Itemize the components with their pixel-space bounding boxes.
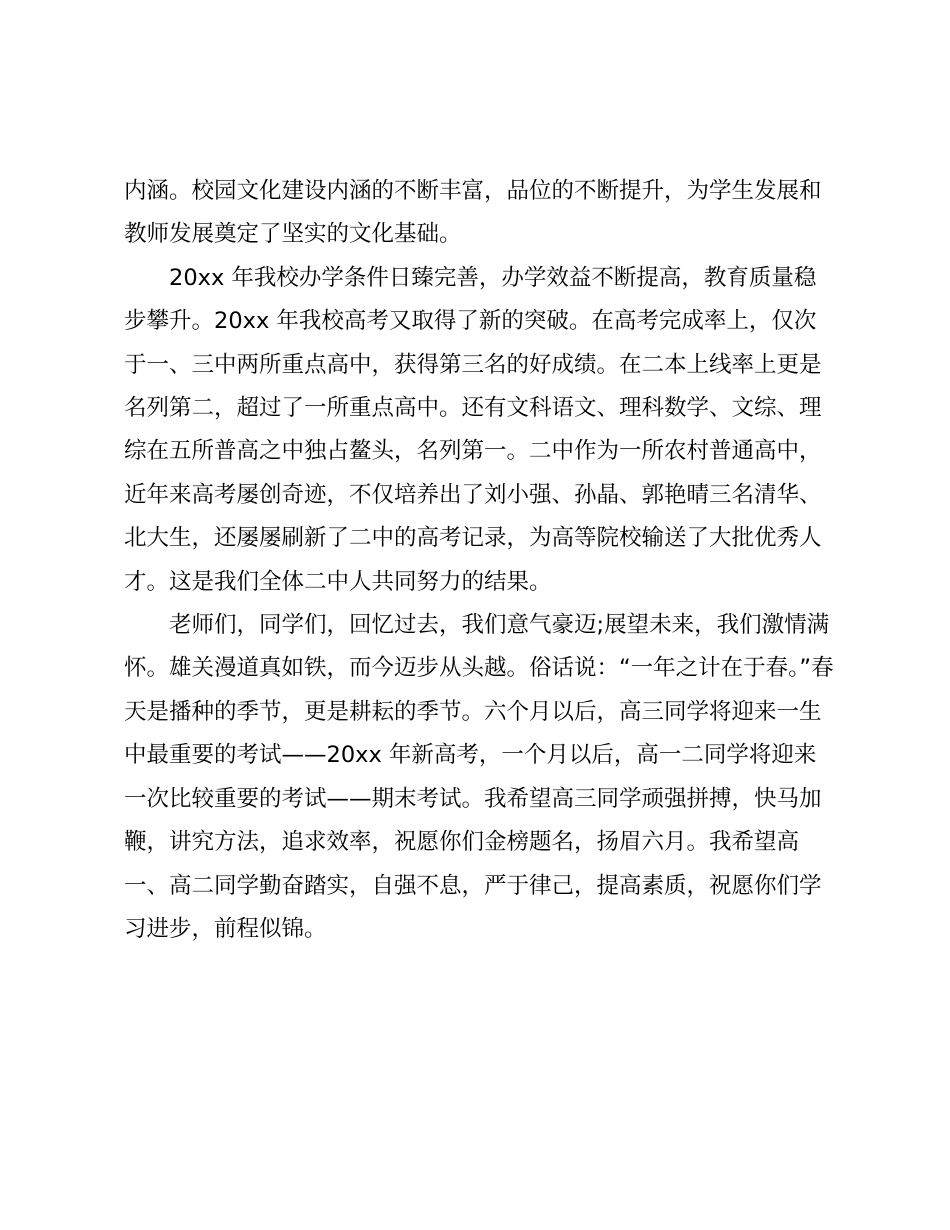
paragraph-1: 内涵。校园文化建设内涵的不断丰富，品位的不断提升，为学生发展和教师发展奠定了坚实的文化基础。 — [124, 178, 822, 248]
document-body — [124, 170, 836, 951]
paragraph-3: 老师们，同学们，回忆过去，我们意气豪迈;展望未来，我们激情满怀。雄关漫道真如铁，而今迈步从头越。俗话说：“一年之计在于春。”春天是播种的季节，更是耕耘的季节。六个月以后，高三同学将迎来一生中最重要的考试——20xx 年新高考，一个月以后，高一二同学将迎来一次比较重要的考试——期末考试。我希望高三同学顽强拼搏，快马加鞭，讲究方法，追求效率，祝愿你们金榜题名，扬眉六月。我希望高一、高二同学勤奋踏实，自强不息，严于律己，提高素质，祝愿你们学习进步，前程似锦。 — [124, 612, 834, 942]
paragraph-2: 20xx 年我校办学条件日臻完善，办学效益不断提高，教育质量稳步攀升。20xx 年我校高考又取得了新的突破。在高考完成率上，仅次于一、三中两所重点高中，获得第三名的好成绩。在二本上线率上更是名列第二，超过了一所重点高中。还有文科语文、理科数学、文综、理综在五所普高之中独占鳌头，名列第一。二中作为一所农村普通高中，近年来高考屡创奇迹，不仅培养出了刘小强、孙晶、郭艳晴三名清华、北大生，还屡屡刷新了二中的高考记录，为高等院校输送了大批优秀人才。这是我们全体二中人共同努力的结果。 — [124, 264, 822, 595]
